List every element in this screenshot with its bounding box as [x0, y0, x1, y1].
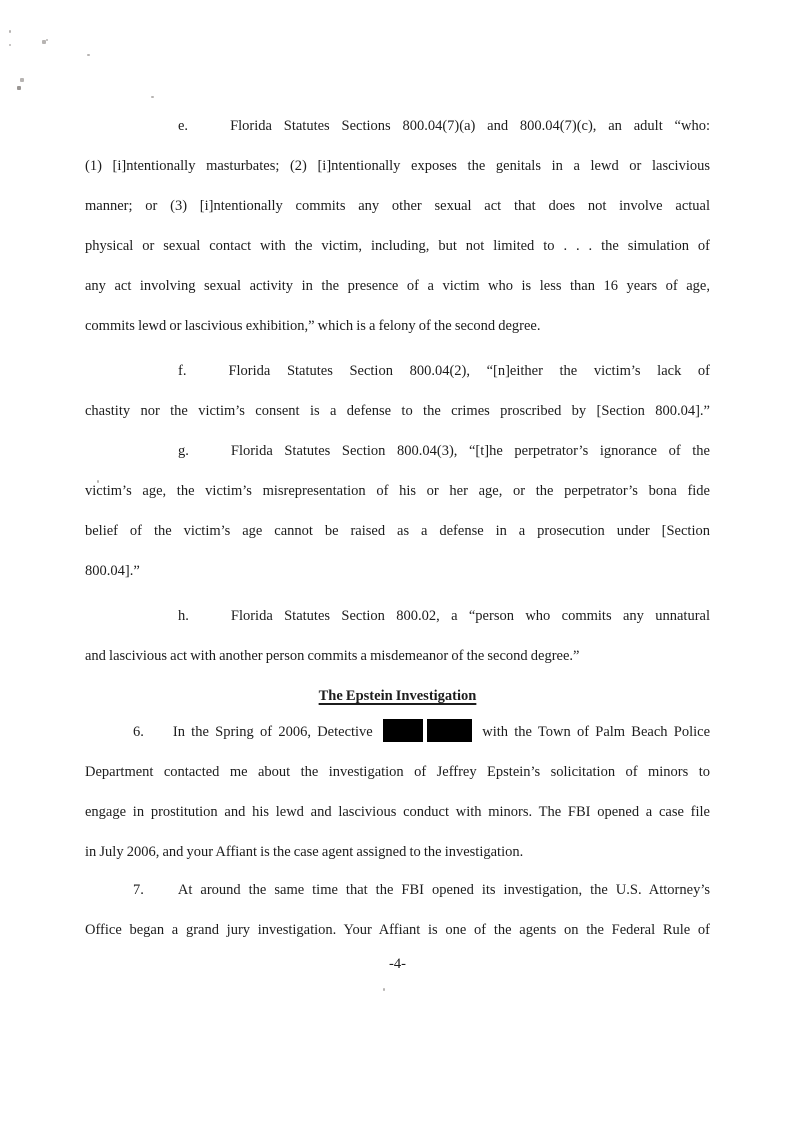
paragraph-h-line-2: and lascivious act with another person commits a misdemeanor of the second degree.” [85, 648, 580, 664]
scan-speck [17, 86, 21, 90]
paragraph-e-line-5: any act involving sexual activity in the presence of a victim who is less than 16 years of age, [85, 278, 710, 294]
paragraph-g-line-4: 800.04].” [85, 563, 140, 579]
scan-speck [87, 54, 90, 56]
paragraph-7-line-1 [85, 870, 710, 910]
paragraph-6-line-1 [85, 712, 710, 752]
paragraph-h-text: Florida Statutes Section 800.02, a “person who commits any unnatural [230, 608, 710, 624]
scan-speck [9, 30, 11, 33]
paragraph-e-line-3: manner; or (3) [i]ntentionally commits any other sexual act that does not involve actual [85, 198, 710, 214]
paragraph-7-line-2: Office began a grand jury investigation. Your Affiant is one of the agents on the Federal Rule of [85, 922, 710, 938]
paragraph-e-line-1 [85, 106, 710, 146]
scan-speck [9, 44, 11, 46]
section-heading-text: The Epstein Investigation [318, 688, 477, 704]
paragraph-e-line-6: commits lewd or lascivious exhibition,” which is a felony of the second degree. [85, 318, 541, 334]
paragraph-g-line-2: victim’s age, the victim’s misrepresentation of his or her age, or the perpetrator’s bona fide [85, 483, 710, 499]
scan-speck [383, 988, 385, 991]
paragraph-6 [85, 712, 710, 872]
paragraph-h [85, 596, 710, 676]
paragraph-h-line-1 [85, 596, 710, 636]
paragraph-6-line-3: engage in prostitution and his lewd and lascivious conduct with minors. The FBI opened a case file [85, 804, 710, 820]
paragraph-g [85, 431, 710, 591]
paragraph-g-line-3: belief of the victim’s age cannot be raised as a defense in a prosecution under [Section [85, 523, 710, 539]
paragraph-f-label: f. [178, 363, 187, 379]
paragraph-f-line-1 [85, 351, 710, 391]
paragraph-f [85, 351, 710, 431]
scan-speck [151, 96, 154, 98]
section-heading [85, 676, 710, 716]
paragraph-6-line-2: Department contacted me about the investigation of Jeffrey Epstein’s solicitation of minors to [85, 764, 710, 780]
paragraph-g-line-1 [85, 431, 710, 471]
paragraph-7 [85, 870, 710, 950]
paragraph-h-label: h. [178, 608, 189, 624]
paragraph-7-number: 7. [133, 882, 144, 898]
paragraph-e-line-4: physical or sexual contact with the victim, including, but not limited to . . . the simulation of [85, 238, 710, 254]
paragraph-6-number: 6. [133, 724, 144, 740]
paragraph-e-line-2: (1) [i]ntentionally masturbates; (2) [i]ntentionally exposes the genitals in a lewd or lascivious [85, 158, 710, 174]
paragraph-g-label: g. [178, 443, 189, 459]
scan-speck [20, 78, 24, 82]
scan-speck [97, 480, 99, 483]
redaction-box [427, 719, 472, 742]
redaction-box [383, 719, 423, 742]
paragraph-7-text: At around the same time that the FBI opened its investigation, the U.S. Attorney’s [177, 882, 710, 898]
paragraph-f-text: Florida Statutes Section 800.04(2), “[n]either the victim’s lack of [228, 363, 710, 379]
paragraph-e-label: e. [178, 118, 189, 134]
paragraph-6-line-4: in July 2006, and your Affiant is the case agent assigned to the investigation. [85, 844, 524, 860]
paragraph-6-text-before-redaction: In the Spring of 2006, Detective [172, 724, 373, 740]
scan-speck [46, 39, 48, 41]
paragraph-g-text: Florida Statutes Section 800.04(3), “[t]he perpetrator’s ignorance of the [230, 443, 710, 459]
paragraph-6-text-after-redaction: with the Town of Palm Beach Police [482, 724, 710, 740]
paragraph-e-text: Florida Statutes Sections 800.04(7)(a) and 800.04(7)(c), an adult “who: [230, 118, 710, 134]
paragraph-f-line-2: chastity nor the victim’s consent is a defense to the crimes proscribed by [Section 800.04].” [85, 403, 710, 419]
paragraph-e [85, 106, 710, 346]
page-number: -4- [389, 956, 406, 972]
